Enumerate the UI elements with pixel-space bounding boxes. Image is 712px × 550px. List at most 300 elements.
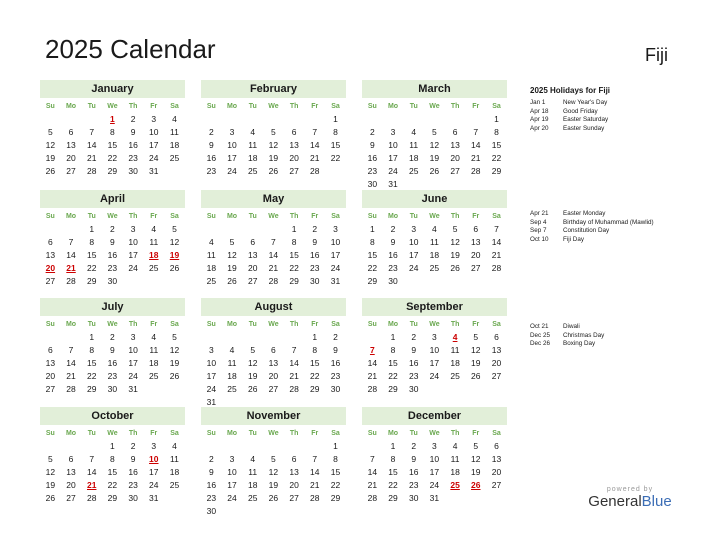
holiday-date: Apr 18 <box>530 107 549 115</box>
day-cell: 20 <box>66 153 76 163</box>
day-cell: 19 <box>268 153 279 163</box>
day-cell: 1 <box>390 332 396 342</box>
weekday-label: Tu <box>409 213 418 220</box>
day-cell: 23 <box>107 263 118 273</box>
empty-day-cell <box>284 440 305 453</box>
day-cell: 27 <box>247 276 258 286</box>
holiday-day-cell: 4 <box>452 332 458 342</box>
weekday-label: Fr <box>472 321 480 328</box>
day-cell: 23 <box>408 371 419 381</box>
day-cell: 21 <box>310 153 320 163</box>
holiday-row <box>530 108 610 117</box>
holiday-name: Fiji Day <box>563 235 584 243</box>
day-cell: 26 <box>169 371 180 381</box>
day-cell: 21 <box>367 480 378 490</box>
week-row <box>201 152 346 165</box>
empty-day-cell <box>201 440 222 453</box>
day-cell: 20 <box>247 263 258 273</box>
day-cell: 4 <box>452 441 458 451</box>
empty-day-cell <box>40 113 61 126</box>
day-cell: 17 <box>149 140 159 150</box>
holiday-day-cell: 20 <box>45 263 56 273</box>
day-cell: 16 <box>388 250 398 260</box>
empty-day-cell <box>304 113 325 126</box>
holiday-name: Diwali <box>563 323 580 330</box>
day-cell: 7 <box>369 454 375 464</box>
weekday-label: Mo <box>65 321 77 328</box>
day-cell: 30 <box>330 384 341 394</box>
week-row <box>40 113 185 126</box>
week-row <box>201 331 346 344</box>
day-cell: 16 <box>310 250 320 260</box>
day-cell: 22 <box>388 480 398 490</box>
day-cell: 20 <box>491 358 502 368</box>
empty-day-cell <box>164 165 185 178</box>
weekday-label: We <box>268 321 279 328</box>
weekday-label: Sa <box>492 321 501 328</box>
day-cell: 19 <box>227 263 237 273</box>
weekday-label: We <box>107 213 118 220</box>
empty-day-cell <box>486 383 507 396</box>
day-cell: 23 <box>206 166 217 176</box>
weekday-label: Th <box>128 430 138 437</box>
day-cell: 22 <box>107 153 118 163</box>
week-row <box>362 479 507 492</box>
empty-day-cell <box>284 113 305 126</box>
weekday-label: Fr <box>150 103 158 110</box>
day-cell: 25 <box>206 276 217 286</box>
holiday-row <box>530 99 610 108</box>
empty-day-cell <box>242 440 263 453</box>
day-cell: 27 <box>66 166 76 176</box>
holiday-row <box>530 340 604 349</box>
week-row <box>201 262 346 275</box>
day-cell: 8 <box>494 127 499 137</box>
day-cell: 23 <box>206 493 217 503</box>
day-cell: 12 <box>45 467 56 477</box>
day-cell: 2 <box>369 127 375 137</box>
empty-day-cell <box>362 331 383 344</box>
holiday-date: Apr 21 <box>530 210 549 217</box>
day-cell: 16 <box>128 140 138 150</box>
day-cell: 6 <box>452 127 458 137</box>
empty-day-cell <box>201 113 222 126</box>
day-cell: 27 <box>450 166 460 176</box>
weekday-header-row <box>40 211 185 223</box>
week-row <box>40 126 185 139</box>
day-cell: 17 <box>330 250 341 260</box>
weekday-label: Th <box>289 103 299 110</box>
holiday-day-cell: 7 <box>369 345 375 355</box>
day-cell: 10 <box>128 345 138 355</box>
holiday-date: Apr 19 <box>530 116 549 124</box>
day-cell: 16 <box>206 480 217 490</box>
day-cell: 19 <box>471 358 481 368</box>
day-cell: 1 <box>110 441 115 451</box>
day-cell: 12 <box>471 345 481 355</box>
day-cell: 11 <box>170 127 179 137</box>
weekday-label: Tu <box>248 321 257 328</box>
day-cell: 11 <box>429 237 439 247</box>
day-cell: 13 <box>66 140 76 150</box>
weekday-header-row <box>362 211 507 223</box>
day-cell: 23 <box>408 480 419 490</box>
empty-day-cell <box>325 165 346 178</box>
day-cell: 13 <box>289 140 299 150</box>
week-row <box>40 249 185 262</box>
day-cell: 10 <box>227 467 237 477</box>
week-row <box>201 249 346 262</box>
empty-day-cell <box>222 331 243 344</box>
day-cell: 29 <box>388 493 398 503</box>
weekday-label: Su <box>206 321 216 328</box>
day-cell: 5 <box>473 332 479 342</box>
month-july <box>40 298 185 396</box>
day-cell: 1 <box>333 441 338 451</box>
empty-day-cell <box>362 113 383 126</box>
month-february <box>201 80 346 178</box>
day-cell: 17 <box>227 153 237 163</box>
day-cell: 19 <box>429 153 440 163</box>
day-cell: 20 <box>66 480 76 490</box>
day-cell: 3 <box>151 114 157 124</box>
day-cell: 5 <box>172 332 177 342</box>
empty-day-cell <box>222 505 243 518</box>
empty-day-cell <box>143 275 164 288</box>
weekday-label: Sa <box>170 213 179 220</box>
day-cell: 30 <box>367 179 378 189</box>
day-cell: 12 <box>169 345 180 355</box>
week-row <box>201 357 346 370</box>
day-cell: 1 <box>333 114 338 124</box>
day-cell: 6 <box>68 127 74 137</box>
day-cell: 4 <box>411 127 417 137</box>
weekday-label: Mo <box>226 213 238 220</box>
day-cell: 2 <box>411 332 417 342</box>
day-cell: 10 <box>227 140 237 150</box>
day-cell: 4 <box>172 441 177 451</box>
weekday-label: Su <box>45 321 55 328</box>
day-cell: 24 <box>128 371 138 381</box>
day-cell: 7 <box>89 127 95 137</box>
day-cell: 1 <box>89 224 95 234</box>
day-cell: 24 <box>429 480 440 490</box>
weekday-label: Mo <box>226 103 238 110</box>
weekday-label: Fr <box>150 430 158 437</box>
day-cell: 13 <box>45 358 56 368</box>
day-cell: 25 <box>450 371 460 381</box>
day-cell: 7 <box>312 127 318 137</box>
month-header: October <box>40 407 185 425</box>
day-cell: 15 <box>310 358 320 368</box>
month-september <box>362 298 507 396</box>
day-cell: 22 <box>330 153 341 163</box>
day-cell: 27 <box>45 384 56 394</box>
weekday-label: Sa <box>170 430 179 437</box>
day-cell: 11 <box>450 454 460 464</box>
holiday-date: Jan 1 <box>530 99 546 106</box>
day-cell: 11 <box>149 237 159 247</box>
day-cell: 29 <box>107 166 118 176</box>
holiday-day-cell: 19 <box>169 250 180 260</box>
weekday-header-row <box>201 101 346 113</box>
day-cell: 25 <box>149 263 159 273</box>
day-cell: 17 <box>149 467 159 477</box>
weekday-label: Th <box>289 430 299 437</box>
day-cell: 20 <box>450 153 460 163</box>
month-november <box>201 407 346 518</box>
day-cell: 4 <box>432 224 437 234</box>
weekday-label: We <box>107 430 118 437</box>
empty-day-cell <box>325 505 346 518</box>
day-cell: 28 <box>367 384 378 394</box>
week-row <box>201 370 346 383</box>
day-cell: 4 <box>229 345 235 355</box>
day-cell: 21 <box>491 250 502 260</box>
day-cell: 8 <box>312 345 318 355</box>
week-row <box>40 357 185 370</box>
day-cell: 27 <box>471 263 481 273</box>
weekday-label: Tu <box>87 321 96 328</box>
day-cell: 14 <box>289 358 299 368</box>
holiday-group <box>530 99 610 133</box>
weekday-label: We <box>268 103 279 110</box>
day-cell: 18 <box>247 153 258 163</box>
empty-day-cell <box>40 331 61 344</box>
day-cell: 25 <box>169 153 180 163</box>
day-cell: 4 <box>151 224 157 234</box>
empty-day-cell <box>424 113 445 126</box>
day-cell: 13 <box>471 237 481 247</box>
brand-general: General <box>588 493 642 510</box>
month-april <box>40 190 185 288</box>
day-cell: 16 <box>408 358 419 368</box>
day-cell: 27 <box>268 384 279 394</box>
day-cell: 1 <box>89 332 95 342</box>
weekday-header-row <box>40 319 185 331</box>
weekday-label: Tu <box>87 103 96 110</box>
empty-day-cell <box>61 331 82 344</box>
day-cell: 10 <box>330 237 341 247</box>
empty-day-cell <box>465 275 486 288</box>
day-cell: 12 <box>429 140 440 150</box>
weekday-header-row <box>201 211 346 223</box>
weekday-label: Th <box>450 321 460 328</box>
day-cell: 9 <box>130 454 136 464</box>
week-row <box>201 383 346 396</box>
day-cell: 18 <box>408 153 419 163</box>
weekday-label: Th <box>450 213 460 220</box>
day-cell: 6 <box>271 345 276 355</box>
day-cell: 1 <box>494 114 499 124</box>
empty-day-cell <box>304 505 325 518</box>
empty-day-cell <box>40 440 61 453</box>
empty-day-cell <box>424 383 445 396</box>
month-header: July <box>40 298 185 316</box>
day-cell: 7 <box>494 224 499 234</box>
day-cell: 2 <box>312 224 318 234</box>
day-cell: 11 <box>248 467 258 477</box>
weekday-label: Sa <box>331 321 340 328</box>
empty-day-cell <box>61 223 82 236</box>
empty-day-cell <box>222 113 243 126</box>
month-header: April <box>40 190 185 208</box>
day-cell: 24 <box>330 263 341 273</box>
day-cell: 6 <box>47 345 53 355</box>
holiday-day-cell: 26 <box>471 480 481 490</box>
week-row <box>362 492 507 505</box>
weekday-label: Mo <box>387 321 399 328</box>
day-cell: 22 <box>491 153 502 163</box>
day-cell: 18 <box>247 480 258 490</box>
weekday-label: Su <box>367 103 377 110</box>
day-cell: 10 <box>388 140 398 150</box>
day-cell: 5 <box>250 345 256 355</box>
empty-day-cell <box>486 492 507 505</box>
day-cell: 16 <box>128 467 138 477</box>
day-cell: 25 <box>227 384 237 394</box>
month-header: May <box>201 190 346 208</box>
empty-day-cell <box>263 505 284 518</box>
holiday-date: Sep 7 <box>530 227 547 235</box>
empty-day-cell <box>164 275 185 288</box>
brand-logo <box>588 486 672 510</box>
day-cell: 21 <box>289 371 299 381</box>
day-cell: 30 <box>128 166 138 176</box>
day-cell: 13 <box>45 250 56 260</box>
day-cell: 24 <box>227 493 237 503</box>
day-cell: 14 <box>367 467 378 477</box>
empty-day-cell <box>201 331 222 344</box>
weekday-label: We <box>429 103 440 110</box>
day-cell: 8 <box>369 237 375 247</box>
month-may <box>201 190 346 288</box>
day-cell: 10 <box>408 237 419 247</box>
weekday-label: Tu <box>248 103 257 110</box>
week-row <box>362 370 507 383</box>
holiday-day-cell: 25 <box>450 480 460 490</box>
weekday-label: Tu <box>409 430 418 437</box>
day-cell: 26 <box>227 276 237 286</box>
day-cell: 2 <box>208 127 214 137</box>
day-cell: 10 <box>206 358 217 368</box>
day-cell: 2 <box>390 224 396 234</box>
weekday-label: Tu <box>409 321 418 328</box>
day-cell: 22 <box>289 263 299 273</box>
day-cell: 5 <box>47 127 53 137</box>
day-cell: 16 <box>330 358 341 368</box>
week-row <box>362 262 507 275</box>
day-cell: 6 <box>291 454 297 464</box>
week-row <box>201 223 346 236</box>
week-row <box>362 249 507 262</box>
week-row <box>362 331 507 344</box>
day-cell: 9 <box>411 454 417 464</box>
day-cell: 28 <box>86 166 97 176</box>
day-cell: 26 <box>450 263 460 273</box>
month-header: February <box>201 80 346 98</box>
holidays-title: 2025 Holidays for Fiji <box>530 86 611 95</box>
weekday-label: Th <box>289 213 299 220</box>
day-cell: 26 <box>45 493 56 503</box>
day-cell: 21 <box>367 371 378 381</box>
day-cell: 9 <box>411 345 417 355</box>
day-cell: 15 <box>388 467 398 477</box>
day-cell: 27 <box>289 166 299 176</box>
day-cell: 8 <box>89 345 95 355</box>
month-header: March <box>362 80 507 98</box>
day-cell: 16 <box>107 250 118 260</box>
day-cell: 25 <box>247 493 258 503</box>
day-cell: 27 <box>491 480 502 490</box>
day-cell: 5 <box>452 224 458 234</box>
day-cell: 22 <box>86 371 97 381</box>
day-cell: 26 <box>268 166 279 176</box>
week-row <box>40 479 185 492</box>
day-cell: 23 <box>128 153 138 163</box>
day-cell: 14 <box>66 250 76 260</box>
day-cell: 18 <box>227 371 237 381</box>
empty-day-cell <box>445 275 466 288</box>
holiday-name: Constitution Day <box>563 227 610 235</box>
day-cell: 12 <box>247 358 258 368</box>
weekday-label: Su <box>45 430 55 437</box>
empty-day-cell <box>263 440 284 453</box>
weekday-label: Mo <box>387 103 399 110</box>
day-cell: 5 <box>271 454 276 464</box>
week-row <box>40 331 185 344</box>
weekday-label: We <box>429 430 440 437</box>
week-row <box>201 139 346 152</box>
holiday-day-cell: 18 <box>149 250 159 260</box>
week-row <box>40 152 185 165</box>
day-cell: 14 <box>268 250 279 260</box>
day-cell: 14 <box>491 237 502 247</box>
day-cell: 8 <box>89 237 95 247</box>
day-cell: 4 <box>151 332 157 342</box>
month-header: September <box>362 298 507 316</box>
day-cell: 30 <box>408 384 419 394</box>
holiday-name: Easter Saturday <box>563 116 609 124</box>
day-cell: 8 <box>291 237 297 247</box>
month-header: November <box>201 407 346 425</box>
weekday-label: Fr <box>472 213 480 220</box>
empty-day-cell <box>61 113 82 126</box>
empty-day-cell <box>164 492 185 505</box>
day-cell: 30 <box>310 276 320 286</box>
weekday-label: Mo <box>65 103 77 110</box>
day-cell: 29 <box>330 493 341 503</box>
day-cell: 13 <box>491 454 502 464</box>
day-cell: 17 <box>128 358 138 368</box>
empty-day-cell <box>242 113 263 126</box>
empty-day-cell <box>362 440 383 453</box>
day-cell: 29 <box>86 384 97 394</box>
day-cell: 29 <box>367 276 378 286</box>
week-row <box>40 344 185 357</box>
empty-day-cell <box>383 113 404 126</box>
holiday-date: Oct 10 <box>530 235 549 243</box>
empty-day-cell <box>465 113 486 126</box>
day-cell: 12 <box>268 140 279 150</box>
weekday-label: Fr <box>311 430 319 437</box>
month-march <box>362 80 507 191</box>
week-row <box>201 344 346 357</box>
holiday-name: New Year's Day <box>563 99 608 106</box>
day-cell: 1 <box>369 224 375 234</box>
week-row <box>201 492 346 505</box>
holiday-row <box>530 236 654 245</box>
